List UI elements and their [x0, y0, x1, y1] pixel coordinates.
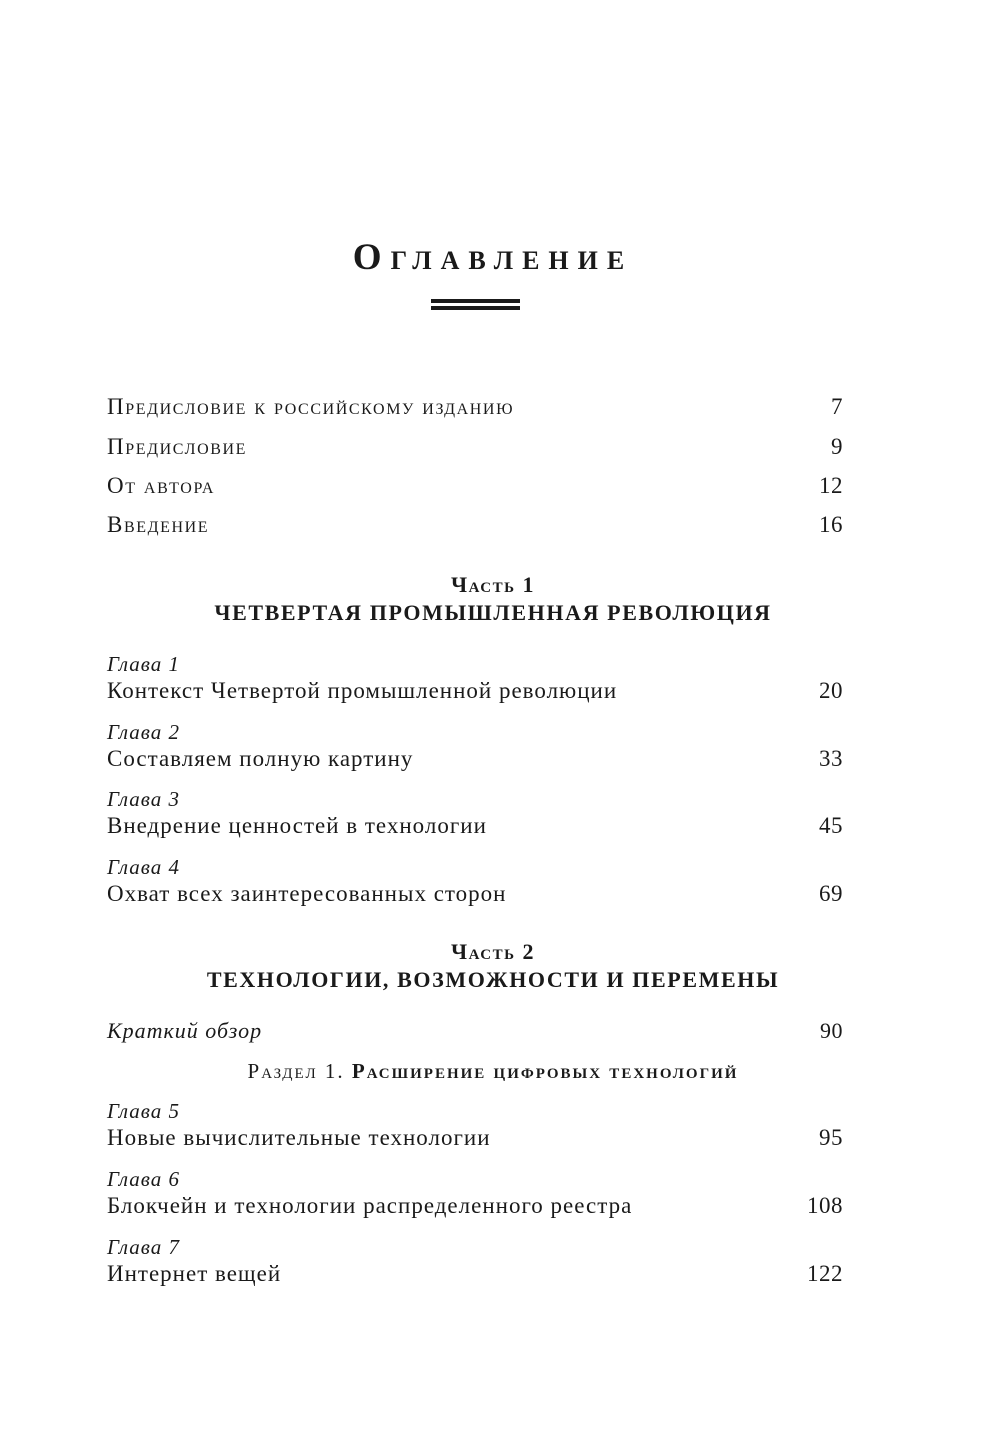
- toc-entry[interactable]: [107, 1193, 843, 1219]
- toc-entry[interactable]: [107, 678, 843, 704]
- toc-entry-page: 108: [807, 1193, 843, 1218]
- toc-entry-title: От автора: [107, 473, 216, 498]
- toc-entry-title: Предисловие: [107, 434, 248, 459]
- toc-entry-page: 16: [819, 512, 843, 537]
- title-rule-top: [431, 299, 520, 303]
- chapter-label: Глава 7: [107, 1235, 180, 1259]
- toc-entry-page: 9: [831, 434, 843, 459]
- toc-entry-title: Охват всех заинтересованных сторон: [107, 881, 507, 906]
- toc-entry[interactable]: [107, 1261, 843, 1287]
- toc-entry-title: Составляем полную картину: [107, 746, 414, 771]
- toc-entry[interactable]: [107, 512, 843, 538]
- chapter-label: Глава 4: [107, 855, 180, 879]
- toc-entry[interactable]: [107, 813, 843, 839]
- toc-entry-page: 69: [819, 881, 843, 906]
- toc-entry[interactable]: [107, 881, 843, 907]
- toc-entry[interactable]: [107, 394, 843, 420]
- section-prefix: Раздел 1.: [247, 1059, 345, 1083]
- toc-entry-page: 95: [819, 1125, 843, 1150]
- toc-entry[interactable]: [107, 1125, 843, 1151]
- chapter-label: Глава 2: [107, 720, 180, 744]
- toc-entry-page: 12: [819, 473, 843, 498]
- chapter-label: Глава 1: [107, 652, 180, 676]
- toc-entry-overview[interactable]: [107, 1018, 843, 1044]
- part-1-number: Часть 1: [451, 572, 535, 597]
- toc-entry-page: 90: [820, 1018, 843, 1043]
- part-1-title: ЧЕТВЕРТАЯ ПРОМЫШЛЕННАЯ РЕВОЛЮЦИЯ: [214, 600, 772, 625]
- part-2-number: Часть 2: [451, 939, 535, 964]
- toc-entry-title: Интернет вещей: [107, 1261, 282, 1286]
- toc-entry-title: Новые вычислительные технологии: [107, 1125, 491, 1150]
- toc-entry-page: 45: [819, 813, 843, 838]
- toc-entry-title: Блокчейн и технологии распределенного реестра: [107, 1193, 633, 1218]
- toc-entry[interactable]: [107, 473, 843, 499]
- title-rule-bottom: [431, 306, 520, 310]
- part-2-title: ТЕХНОЛОГИИ, ВОЗМОЖНОСТИ И ПЕРЕМЕНЫ: [206, 967, 780, 992]
- chapter-label: Глава 3: [107, 787, 180, 811]
- toc-entry-page: 7: [831, 394, 843, 419]
- toc-entry[interactable]: [107, 434, 843, 460]
- toc-entry-title: Введение: [107, 512, 210, 537]
- section-heading: [0, 1059, 986, 1084]
- toc-entry-title: Контекст Четвертой промышленной революции: [107, 678, 618, 703]
- toc-entry-title: Краткий обзор: [107, 1018, 263, 1043]
- toc-entry[interactable]: [107, 746, 843, 772]
- section-name: Расширение цифровых технологий: [351, 1059, 739, 1083]
- chapter-label: Глава 6: [107, 1167, 180, 1191]
- toc-entry-page: 20: [819, 678, 843, 703]
- page-title: Оглавление: [352, 237, 634, 278]
- chapter-label: Глава 5: [107, 1099, 180, 1123]
- toc-entry-page: 122: [807, 1261, 843, 1286]
- toc-entry-page: 33: [819, 746, 843, 771]
- toc-entry-title: Предисловие к российскому изданию: [107, 394, 515, 419]
- toc-entry-title: Внедрение ценностей в технологии: [107, 813, 487, 838]
